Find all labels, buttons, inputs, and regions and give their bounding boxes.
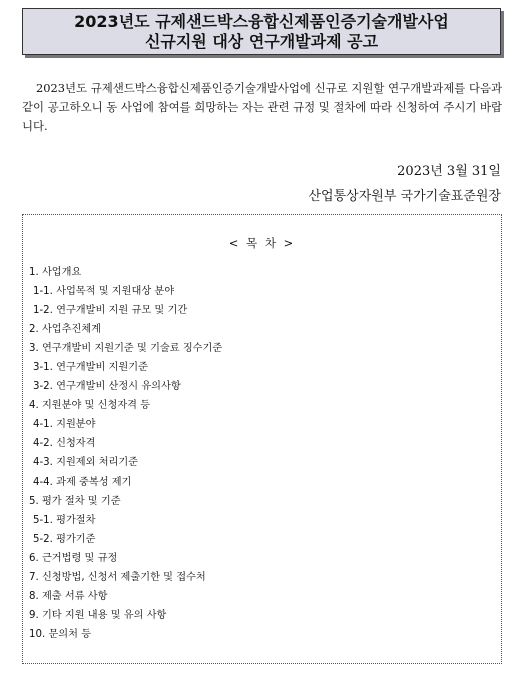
toc-subitem: 3-2. 연구개발비 산정시 유의사항 xyxy=(33,381,181,393)
toc-subitem: 4-2. 신청자격 xyxy=(33,438,96,450)
toc-subitem: 4-4. 과제 중복성 제기 xyxy=(33,476,132,488)
toc-subitem: 4-3. 지원제외 처리기준 xyxy=(33,457,139,469)
toc-item: 4. 지원분야 및 신청자격 등 xyxy=(29,400,151,412)
toc-item: 8. 제출 서류 사항 xyxy=(29,590,108,602)
issuer-name: 산업통상자원부 국가기술표준원장 xyxy=(308,189,501,204)
intro-text: 2023년도 규제샌드박스융합신제품인증기술개발사업에 신규로 지원할 연구개발과제를 다음과 같이 공고하오니 동 사업에 참여를 희망하는 자는 관련 규정 및 절차에 따라 신청하여 주시기 바랍니다. xyxy=(22,81,502,133)
toc-subitem: 1-2. 연구개발비 지원 규모 및 기간 xyxy=(33,305,188,317)
toc-heading: < 목 차 > xyxy=(228,236,296,250)
toc-item: 3. 연구개발비 지원기준 및 기술료 징수기준 xyxy=(29,343,223,355)
toc-item: 7. 신청방법, 신청서 제출기한 및 접수처 xyxy=(29,571,206,583)
toc-item: 6. 근거법령 및 규정 xyxy=(29,552,118,564)
toc-subitem: 3-1. 연구개발비 지원기준 xyxy=(33,362,148,374)
title-line-2: 신규지원 대상 연구개발과제 공고 xyxy=(144,32,379,51)
toc-item: 2. 사업추진체계 xyxy=(29,324,102,336)
toc-subitem: 5-2. 평가기준 xyxy=(33,533,96,545)
toc-item: 1. 사업개요 xyxy=(29,267,82,278)
toc-list xyxy=(29,263,222,644)
intro-paragraph xyxy=(22,79,502,136)
toc-subitem: 4-1. 지원분야 xyxy=(33,419,96,431)
title-line-1: 2023년도 규제샌드박스융합신제품인증기술개발사업 xyxy=(74,12,449,31)
toc-item: 10. 문의처 등 xyxy=(29,628,92,640)
table-of-contents xyxy=(22,214,502,664)
toc-item: 5. 평가 절차 및 기준 xyxy=(29,495,121,507)
toc-item: 9. 기타 지원 내용 및 유의 사항 xyxy=(29,609,167,621)
announcement-date: 2023년 3월 31일 xyxy=(397,164,501,179)
toc-subitem: 1-1. 사업목적 및 지원대상 분야 xyxy=(33,286,175,298)
toc-subitem: 5-1. 평가절차 xyxy=(33,514,96,526)
announcement-title-box xyxy=(22,8,501,55)
